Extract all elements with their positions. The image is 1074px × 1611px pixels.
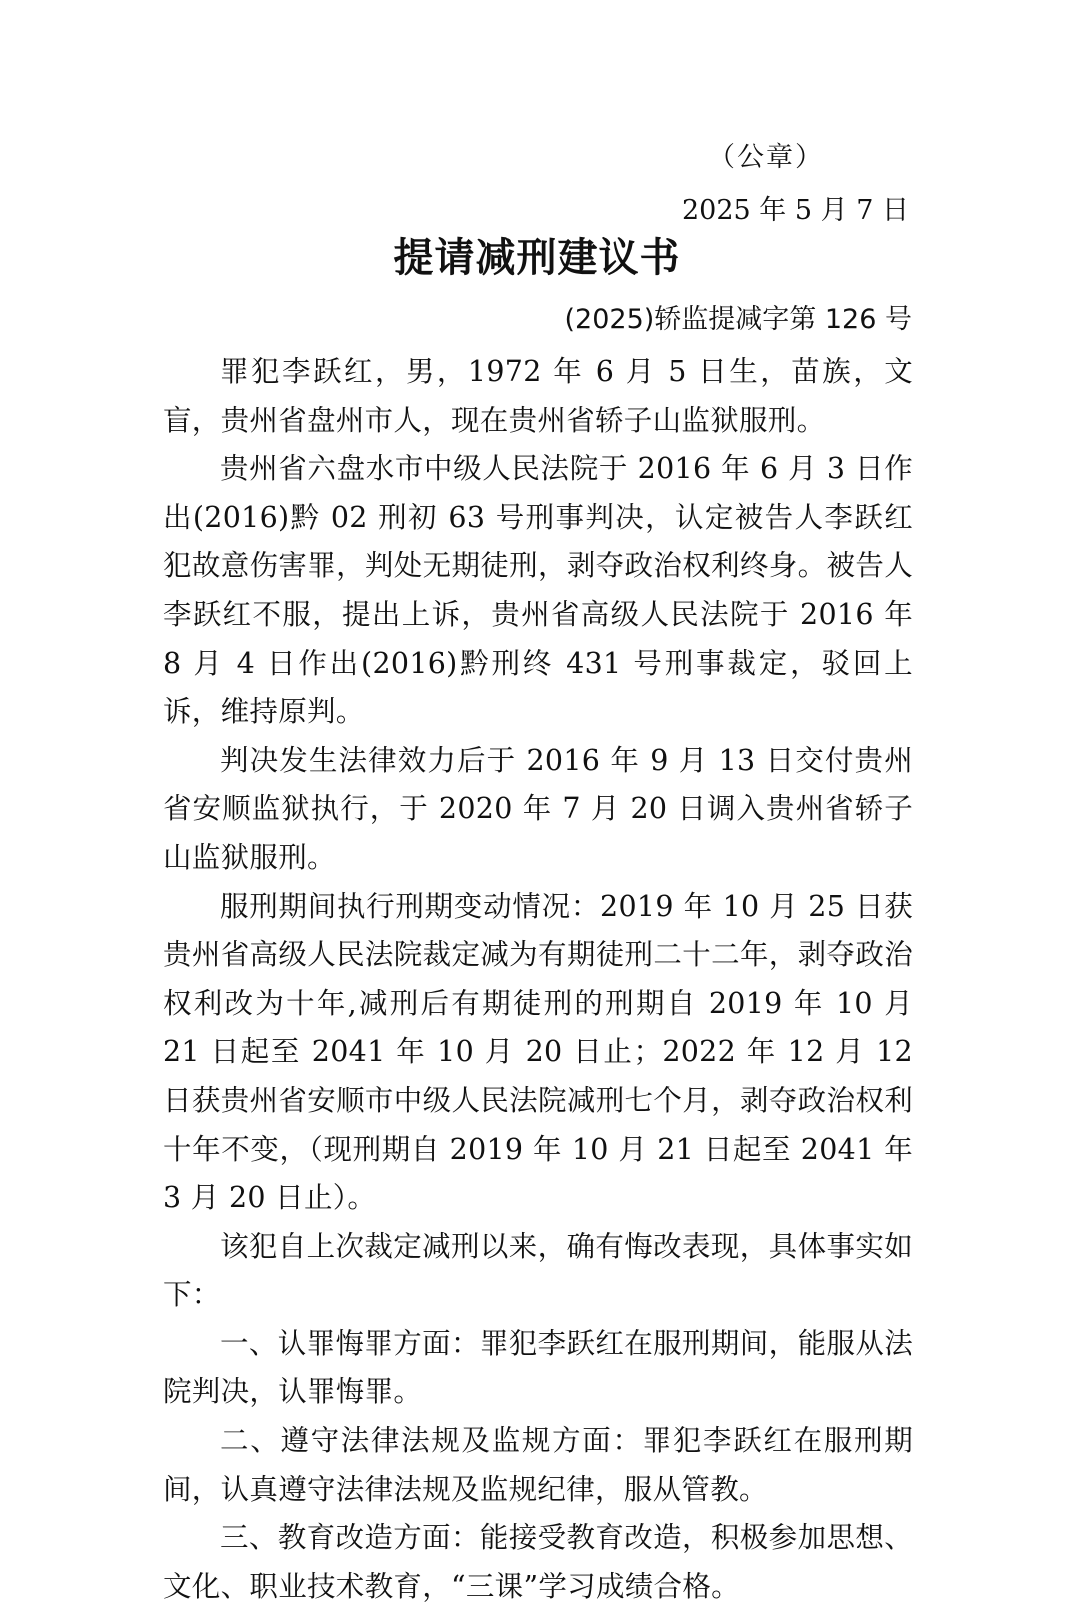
paragraph-rule-compliance: 二、遵守法律法规及监规方面：罪犯李跃红在服刑期间，认真遵守法律法规及监规纪律，服从管教。 [163, 1424, 913, 1506]
paragraph-education-reform: 三、教育改造方面：能接受教育改造，积极参加思想、文化、职业技术教育，“三课”学习成绩合格。 [163, 1521, 913, 1603]
official-seal-placeholder: （公章） [708, 142, 824, 173]
paragraph-sentence-changes: 服刑期间执行刑期变动情况：2019 年 10 月 25 日获贵州省高级人民法院裁定减为有期徒刑二十二年，剥夺政治权利改为十年,减刑后有期徒刑的刑期自 2019 年 10 月 21 日起至 2041 年 10 月 20 日止；2022 年 12 月 12 日获贵州省安顺市中级人民法院减刑七个月，剥夺政治权利十年不变，（现刑期自 2019 年 10 月 21 日起至 2041 年 3 月 20 日止）。 [163, 889, 913, 1215]
paragraph-execution: 判决发生法律效力后于 2016 年 9 月 13 日交付贵州省安顺监狱执行，于 2020 年 7 月 20 日调入贵州省轿子山监狱服刑。 [163, 743, 913, 874]
paragraph-criminal-info: 罪犯李跃红，男，1972 年 6 月 5 日生，苗族，文盲，贵州省盘州市人，现在贵州省轿子山监狱服刑。 [163, 355, 913, 437]
document-number: (2025)轿监提减字第 126 号 [564, 304, 912, 335]
issue-date: 2025 年 5 月 7 日 [682, 195, 909, 226]
paragraph-admission-of-guilt: 一、认罪悔罪方面：罪犯李跃红在服刑期间，能服从法院判决，认罪悔罪。 [163, 1326, 913, 1409]
document-body [163, 348, 913, 1611]
document-title: 提请减刑建议书 [393, 235, 681, 281]
paragraph-repentance-intro: 该犯自上次裁定减刑以来，确有悔改表现，具体事实如下： [163, 1229, 913, 1312]
paragraph-original-judgment: 贵州省六盘水市中级人民法院于 2016 年 6 月 3 日作出(2016)黔 02 刑初 63 号刑事判决，认定被告人李跃红犯故意伤害罪，判处无期徒刑，剥夺政治权利终身。被告人李跃红不服，提出上诉，贵州省高级人民法院于 2016 年 8 月 4 日作出(2016)黔刑终 431 号刑事裁定，驳回上诉，维持原判。 [163, 452, 913, 729]
